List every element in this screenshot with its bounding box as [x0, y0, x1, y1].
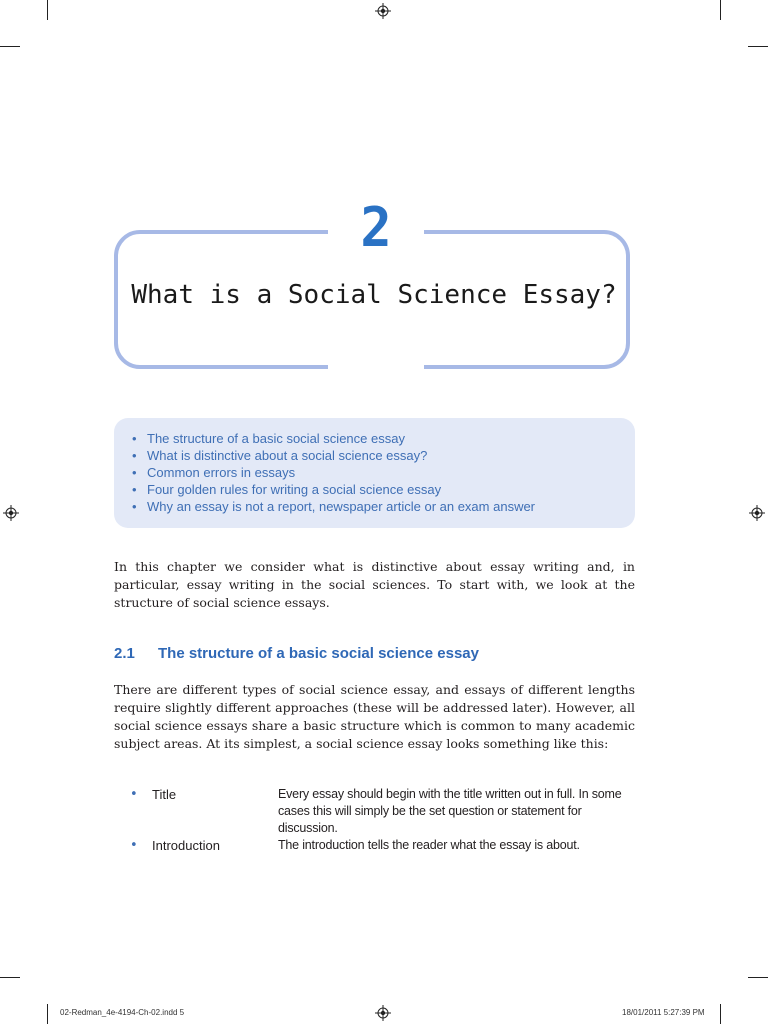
- slug-filename: 02-Redman_4e-4194-Ch-02.indd 5: [60, 1008, 185, 1017]
- crop-mark-right-top: [748, 46, 768, 47]
- crop-mark-bottom-right: [720, 1004, 721, 1024]
- structure-term: Introduction: [152, 838, 220, 853]
- crop-mark-right-bottom: [748, 977, 768, 978]
- crop-mark-top-right: [720, 0, 721, 20]
- registration-mark-icon: [3, 505, 19, 521]
- registration-mark-icon: [749, 505, 765, 521]
- section-heading: [114, 645, 479, 662]
- slug-timestamp: 18/01/2011 5:27:39 PM: [622, 1008, 705, 1017]
- crop-mark-bottom-left: [47, 1004, 48, 1024]
- crop-mark-left-top: [0, 46, 20, 47]
- crop-mark-left-bottom: [0, 977, 20, 978]
- section-title: The structure of a basic social science essay: [158, 645, 479, 662]
- bullet-icon: •: [130, 838, 138, 853]
- objective-item: • The structure of a basic social science essay: [132, 430, 535, 447]
- structure-description: The introduction tells the reader what the essay is about.: [278, 838, 580, 852]
- frame-gap-bottom: [328, 362, 424, 374]
- registration-mark-icon: [375, 1005, 391, 1021]
- chapter-title: What is a Social Science Essay?: [131, 280, 617, 310]
- intro-paragraph: In this chapter we consider what is distinctive about essay writing and, in particular, essay writing in the social sciences. To start with, we look at the structure of social science essays.: [114, 559, 635, 610]
- structure-description: Every essay should begin with the title written out in full. In some cases this will simply be the set question or statement for discussion.: [278, 787, 622, 835]
- objective-item: • What is distinctive about a social science essay?: [132, 447, 535, 464]
- section-number: 2.1: [114, 645, 135, 662]
- objective-item: • Why an essay is not a report, newspaper article or an exam answer: [132, 498, 535, 515]
- structure-item-introduction: [130, 837, 636, 855]
- objective-item: • Common errors in essays: [132, 464, 535, 481]
- registration-mark-icon: [375, 3, 391, 19]
- crop-mark-top-left: [47, 0, 48, 20]
- chapter-objectives-list: [132, 430, 535, 515]
- structure-item-title: [130, 786, 636, 838]
- chapter-number: 2: [360, 196, 392, 260]
- bullet-icon: •: [130, 787, 138, 802]
- structure-term: Title: [152, 787, 177, 802]
- objective-item: • Four golden rules for writing a social science essay: [132, 481, 535, 498]
- section-paragraph: There are different types of social science essay, and essays of different lengths require slightly different approaches (these will be addressed later). However, all social science essays share a basic structure which is common to many academic subject areas. At its simplest, a social science essay looks something like this:: [114, 682, 635, 751]
